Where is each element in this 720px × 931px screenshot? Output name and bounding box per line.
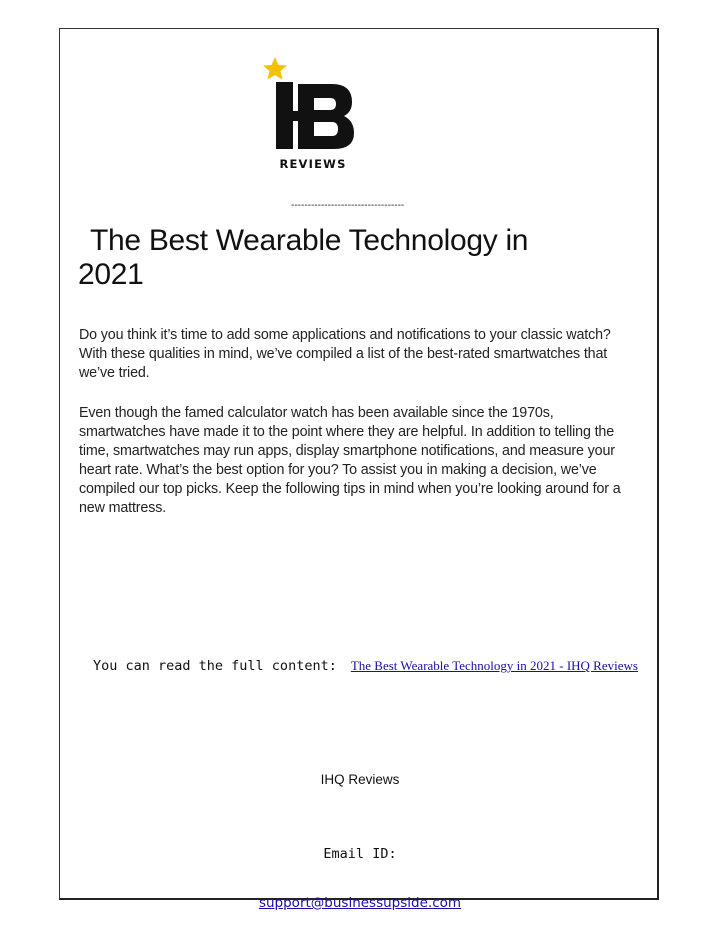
star-icon	[263, 57, 287, 80]
read-more-line	[79, 656, 639, 675]
email-link[interactable]: support@businessupside.com	[258, 895, 462, 911]
title-line-2: 2021	[78, 258, 144, 291]
page-title	[78, 224, 638, 292]
ihq-reviews-logo	[262, 56, 362, 176]
footer-brand: IHQ Reviews	[320, 772, 400, 787]
logo-mark-qb	[298, 84, 354, 149]
email-label: Email ID:	[323, 846, 397, 862]
intro-paragraph: Do you think it’s time to add some applications and notifications to your classic watch? With these qualities in mind, we’ve compiled a list of the best-rated smartwatches that we’ve tried.	[79, 327, 611, 381]
email-line	[0, 895, 720, 911]
body-paragraph: Even though the famed calculator watch has been available since the 1970s, smartwatches have made it to the point where they are helpful. In addition to telling the time, smartwatches may run apps, display smartphone notifications, and measure your heart rate. What’s the best option for you? To assist you in making a decision, we’ve compiled our top picks. Keep the following tips in mind when you’re looking around for a new mattress.	[79, 405, 621, 516]
logo-text: REVIEWS	[279, 157, 347, 171]
article-link[interactable]: The Best Wearable Technology in 2021 - IHQ Reviews	[350, 658, 638, 673]
read-more-label: You can read the full content:	[93, 658, 337, 674]
logo-mark-bar	[290, 111, 304, 121]
title-line-1: The Best Wearable Technology in	[90, 224, 529, 257]
dashed-divider: ----------------------------------	[291, 200, 405, 211]
